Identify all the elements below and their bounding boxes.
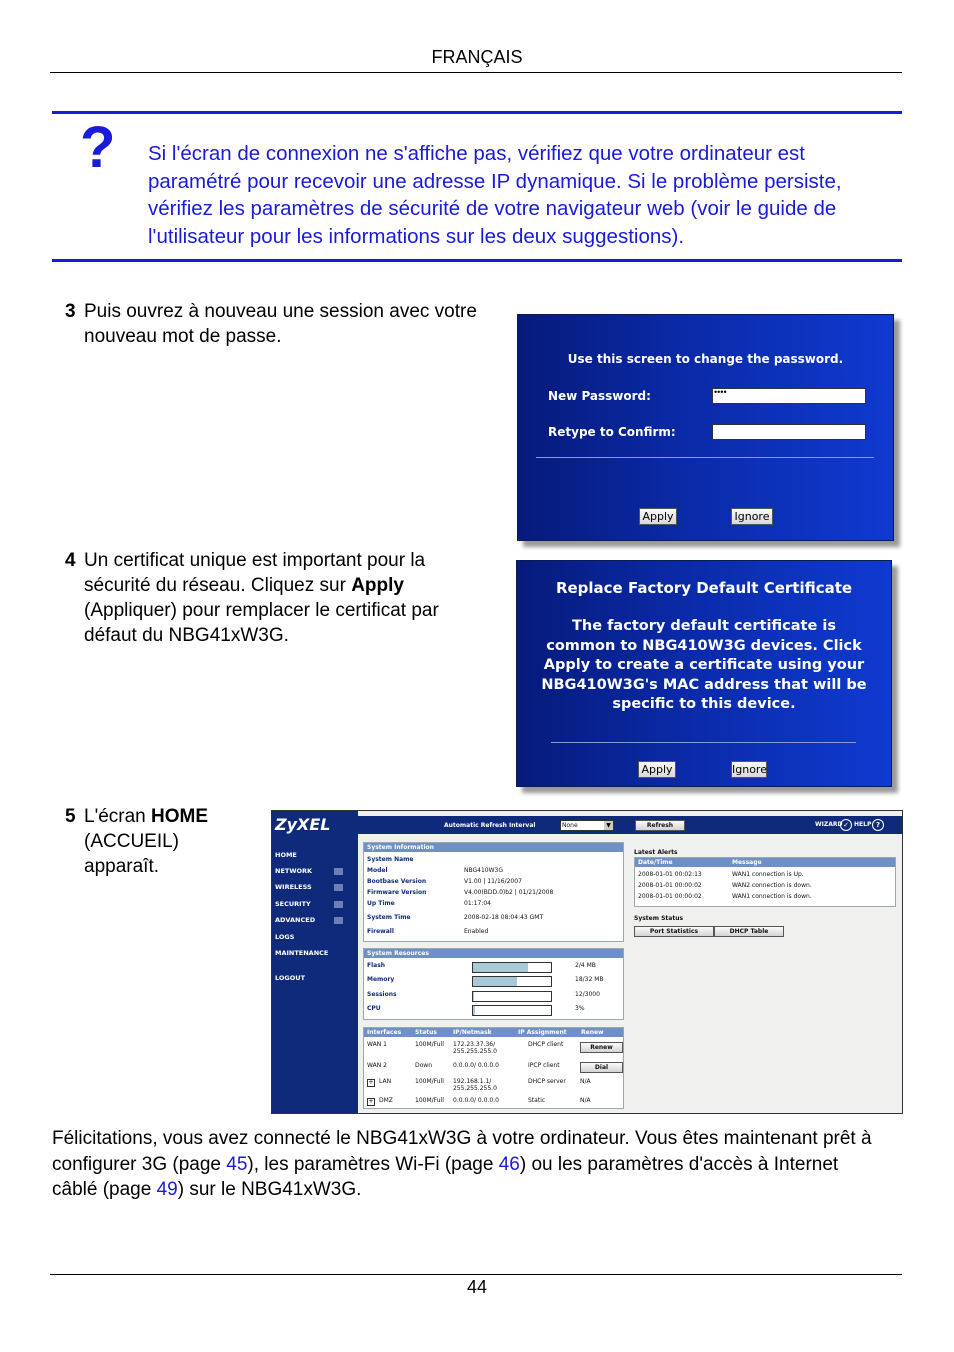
step-4 (65, 548, 495, 658)
interfaces-header: Interfaces Status IP/Netmask IP Assignment Renew (364, 1028, 623, 1037)
zyxel-logo: ZyXEL (275, 815, 331, 834)
system-time-label: System Time (367, 914, 411, 921)
note-bottom-rule (52, 259, 902, 262)
interface-assignment: Static (528, 1097, 546, 1104)
firewall-value: Enabled (464, 928, 489, 935)
cpu-bar (472, 1005, 552, 1016)
interface-ip: 192.168.1.1/ 255.255.255.0 (453, 1078, 497, 1092)
note-top-rule (52, 111, 902, 114)
firmware-label: Firmware Version (367, 889, 427, 896)
system-information-title: System Information (364, 843, 623, 852)
header-rule (50, 72, 902, 73)
certificate-screenshot (516, 560, 892, 787)
new-password-label: New Password: (548, 389, 651, 403)
interface-status: 100M/Full (415, 1097, 444, 1104)
page-header-title: FRANÇAIS (431, 47, 523, 67)
expand-icon[interactable]: + (368, 1098, 374, 1105)
interface-name: WAN 1 (367, 1041, 387, 1048)
nav-item-advanced[interactable]: ADVANCED (275, 916, 316, 924)
chevron-down-icon[interactable]: ▼ (604, 821, 613, 830)
step-text: Puis ouvrez à nouveau une session avec votre nouveau mot de passe. (84, 301, 477, 347)
interface-name: WAN 2 (367, 1062, 387, 1069)
interface-assignment: DHCP server (528, 1078, 566, 1085)
step-5 (65, 804, 255, 884)
step-number: 4 (65, 550, 76, 571)
certificate-title: Replace Factory Default Certificate (555, 579, 853, 597)
sessions-label: Sessions (367, 991, 397, 998)
interface-name: LAN (379, 1078, 392, 1085)
retype-password-field[interactable] (712, 424, 866, 440)
nav-item-wireless[interactable]: WIRELESS (275, 883, 312, 891)
flash-label: Flash (367, 962, 386, 969)
dhcp-table-button[interactable]: DHCP Table (714, 926, 784, 937)
alert-message: WAN1 connection is Up. (732, 871, 804, 878)
cpu-label: CPU (367, 1005, 381, 1012)
nav-item-maintenance[interactable]: MAINTENANCE (275, 949, 329, 957)
step-3 (65, 299, 485, 359)
bootbase-value: V1.00 | 11/16/2007 (464, 878, 522, 885)
expand-icon[interactable]: + (368, 1079, 374, 1086)
firmware-value: V4.00(BDD.0)b2 | 01/21/2008 (464, 889, 554, 896)
uptime-value: 01:17:04 (464, 900, 491, 907)
memory-value: 18/32 MB (575, 976, 604, 983)
model-value: NBG410W3G (464, 867, 503, 874)
retype-password-label: Retype to Confirm: (548, 425, 676, 439)
password-divider (536, 457, 874, 458)
dial-button[interactable]: Dial (580, 1062, 623, 1073)
note-text: Si l'écran de connexion ne s'affiche pas, vérifiez que votre ordinateur est paramétré pour recevoir une adresse IP dynamique. Si le problème persiste, vérifiez les paramètres de sécurité de votre navigateur web (voir le guide de l'utilisateur pour les informations sur les deux suggestions). (148, 142, 842, 248)
new-password-field[interactable] (712, 388, 866, 404)
latest-alerts-panel (634, 857, 896, 907)
nav-item-security[interactable]: SECURITY (275, 900, 311, 908)
step-text: L'écran HOME (ACCUEIL) apparaît. (84, 806, 209, 877)
chevron-right-icon[interactable] (334, 868, 343, 875)
uptime-label: Up Time (367, 900, 395, 907)
nav-item-home[interactable]: HOME (275, 851, 297, 859)
home-toolbar (358, 816, 902, 834)
refresh-interval-value: None (562, 822, 578, 829)
page-49-link[interactable]: 49 (156, 1179, 178, 1200)
interface-ip: 0.0.0.0/ 0.0.0.0 (453, 1062, 499, 1069)
model-label: Model (367, 867, 388, 874)
wizard-icon[interactable]: ✓ (840, 819, 852, 831)
memory-label: Memory (367, 976, 395, 983)
latest-alerts-header: Date/Time Message (635, 858, 895, 867)
conclusion-paragraph: Félicitations, vous avez connecté le NBG41xW3G à votre ordinateur. Vous êtes maintenant prêt à configurer 3G (page 45), les paramètres Wi-Fi (page 46) ou les paramètres d'accès à Internet câblé (page 49) sur le NBG41xW3G. (52, 1128, 872, 1200)
interface-ip: 0.0.0.0/ 0.0.0.0 (453, 1097, 499, 1104)
page-number: 44 (466, 1277, 488, 1297)
password-ignore-button[interactable]: Ignore (731, 508, 773, 525)
interface-action: N/A (580, 1097, 591, 1104)
alert-message: WAN1 connection is down. (732, 893, 812, 900)
step-number: 3 (65, 301, 76, 322)
alert-time: 2008-01-01 00:02:13 (638, 871, 702, 878)
chevron-right-icon[interactable] (334, 917, 343, 924)
nav-item-logout[interactable]: LOGOUT (275, 974, 306, 982)
new-password-value: •••• (714, 387, 727, 397)
alert-message: WAN2 connection is down. (732, 882, 812, 889)
interface-status: Down (415, 1062, 433, 1069)
system-name-label: System Name (367, 856, 414, 863)
interface-ip: 172.23.37.36/ 255.255.255.0 (453, 1041, 497, 1055)
system-time-value: 2008-02-18 08:04:43 GMT (464, 914, 544, 921)
alert-time: 2008-01-01 00:00:02 (638, 893, 702, 900)
latest-alerts-title: Latest Alerts (634, 849, 678, 856)
flash-value: 2/4 MB (575, 962, 596, 969)
refresh-button[interactable]: Refresh (635, 820, 685, 831)
page-46-link[interactable]: 46 (498, 1153, 520, 1175)
refresh-interval-label: Automatic Refresh Interval (444, 822, 536, 829)
help-link[interactable]: HELP (854, 821, 872, 828)
system-status-title: System Status (634, 915, 684, 922)
nav-item-network[interactable]: NETWORK (275, 867, 313, 875)
password-heading: Use this screen to change the password. (567, 352, 844, 366)
certificate-divider (551, 742, 856, 743)
password-screenshot (517, 314, 894, 541)
footer-rule (50, 1274, 902, 1275)
interfaces-panel (363, 1027, 624, 1109)
memory-bar (472, 976, 552, 987)
interface-assignment: DHCP client (528, 1041, 564, 1048)
certificate-apply-button[interactable]: Apply (638, 761, 676, 778)
help-icon[interactable]: ? (872, 819, 884, 831)
certificate-ignore-button[interactable]: Ignore (732, 763, 767, 776)
port-statistics-button[interactable]: Port Statistics (634, 926, 714, 937)
interface-status: 100M/Full (415, 1041, 444, 1048)
password-apply-button[interactable]: Apply (639, 508, 677, 525)
question-mark-icon: ? (80, 115, 116, 180)
interface-status: 100M/Full (415, 1078, 444, 1085)
sessions-bar (472, 991, 552, 1002)
renew-button[interactable]: Renew (580, 1042, 623, 1053)
page-45-link[interactable]: 45 (226, 1153, 248, 1175)
home-screenshot (271, 810, 903, 1114)
step-number: 5 (65, 806, 76, 827)
sessions-value: 12/3000 (575, 991, 600, 998)
chevron-right-icon[interactable] (334, 884, 343, 891)
step-text: Un certificat unique est important pour la sécurité du réseau. Cliquez sur Apply (Appliquer) pour remplacer le certificat par défaut du NBG41xW3G. (84, 550, 439, 646)
bootbase-label: Bootbase Version (367, 878, 427, 885)
system-information-panel (363, 842, 624, 942)
refresh-interval-select[interactable] (560, 820, 614, 831)
cpu-value: 3% (575, 1005, 585, 1012)
wizard-link[interactable]: WIZARD (815, 821, 843, 828)
interface-action: N/A (580, 1078, 591, 1085)
system-resources-title: System Resources (364, 949, 623, 958)
chevron-right-icon[interactable] (334, 901, 343, 908)
flash-bar (472, 962, 552, 973)
interface-assignment: IPCP client (528, 1062, 560, 1069)
alert-time: 2008-01-01 00:00:02 (638, 882, 702, 889)
firewall-label: Firewall (367, 928, 394, 935)
home-sidebar (272, 811, 358, 1113)
certificate-message: The factory default certificate is common to NBG410W3G devices. Click Apply to create a certificate using your NBG410W3G's MAC address that will be specific to this device. (541, 618, 867, 712)
nav-item-logs[interactable]: LOGS (275, 933, 295, 941)
system-resources-panel (363, 948, 624, 1020)
interface-name: DMZ (379, 1097, 393, 1104)
